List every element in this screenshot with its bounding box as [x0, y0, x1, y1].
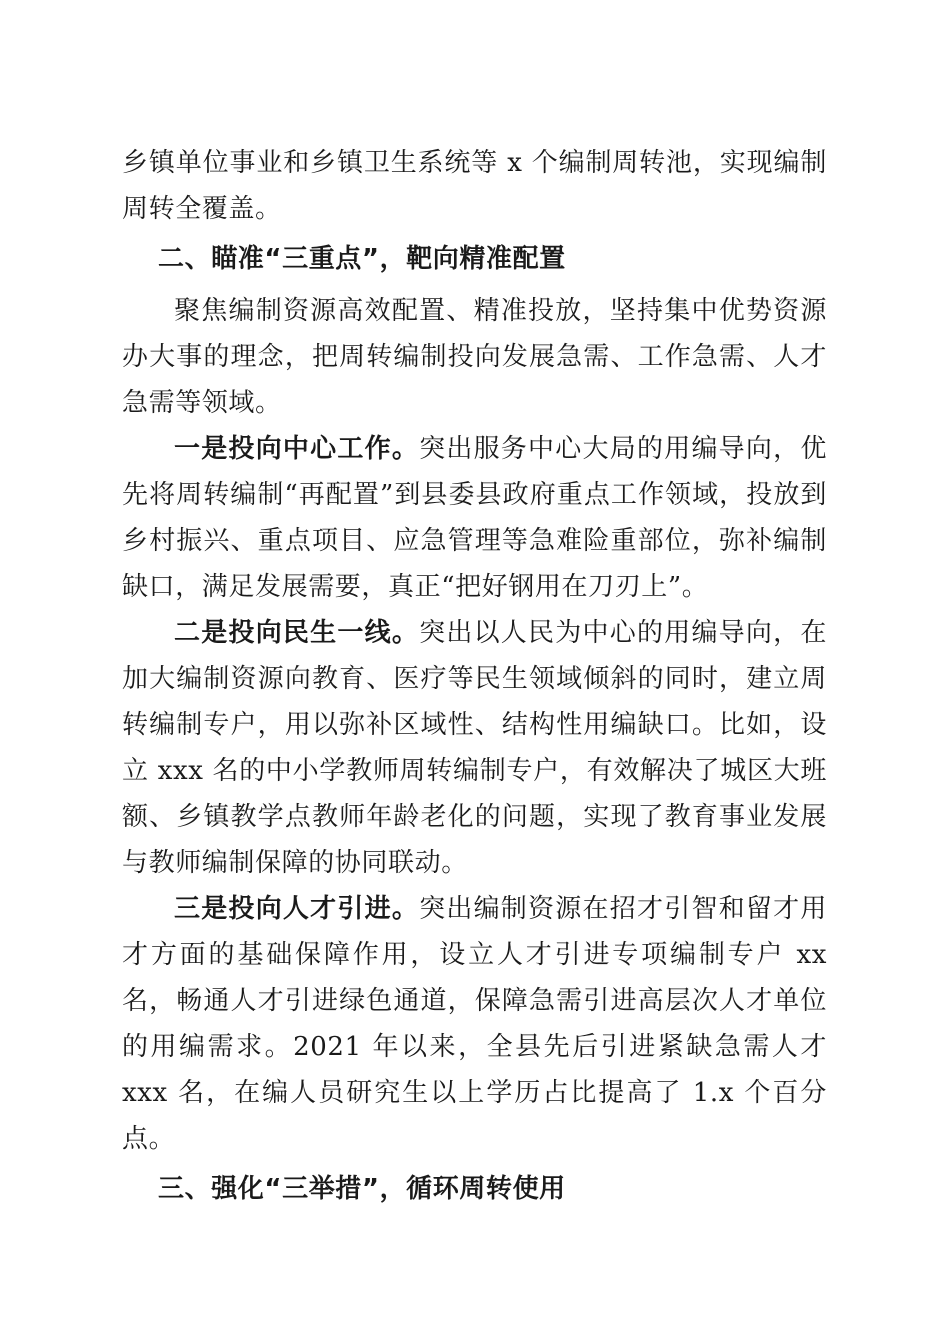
paragraph-text: 突出编制资源在招才引智和留才用才方面的基础保障作用，设立人才引进专项编制专户 xx 名，畅通人才引进绿色通道，保障急需引进高层次人才单位的用编需求。2021 年以来，全县先后引进紧缺急需人才 xxx 名，在编人员研究生以上学历占比提高了 1.x 个百分点。: [122, 894, 827, 1154]
paragraph-talent: [122, 886, 827, 1162]
paragraph-intro: 聚焦编制资源高效配置、精准投放，坚持集中优势资源办大事的理念，把周转编制投向发展急需、工作急需、人才急需等领域。: [122, 296, 827, 418]
paragraph-central-work: [122, 426, 827, 610]
paragraph-livelihood: [122, 610, 827, 886]
paragraph-continued: 乡镇单位事业和乡镇卫生系统等 x 个编制周转池，实现编制周转全覆盖。: [122, 148, 827, 224]
lead-phrase: 一是投向中心工作。: [174, 434, 420, 464]
paragraph-text: 突出服务中心大局的用编导向，优先将周转编制“再配置”到县委县政府重点工作领域，投放到乡村振兴、重点项目、应急管理等急难险重部位，弥补编制缺口，满足发展需要，真正“把好钢用在刀刃上”。: [122, 434, 827, 602]
section-heading-two: 二、瞄准“三重点”，靶向精准配置: [158, 244, 566, 274]
lead-phrase: 二是投向民生一线。: [174, 618, 420, 648]
paragraph-text: 突出以人民为中心的用编导向，在加大编制资源向教育、医疗等民生领域倾斜的同时，建立周转编制专户，用以弥补区域性、结构性用编缺口。比如，设立 xxx 名的中小学教师周转编制专户，有效解决了城区大班额、乡镇教学点教师年龄老化的问题，实现了教育事业发展与教师编制保障的协同联动。: [122, 618, 827, 878]
section-heading-three: 三、强化“三举措”，循环周转使用: [158, 1174, 566, 1204]
document-body: [122, 140, 827, 1218]
lead-phrase: 三是投向人才引进。: [174, 894, 420, 924]
